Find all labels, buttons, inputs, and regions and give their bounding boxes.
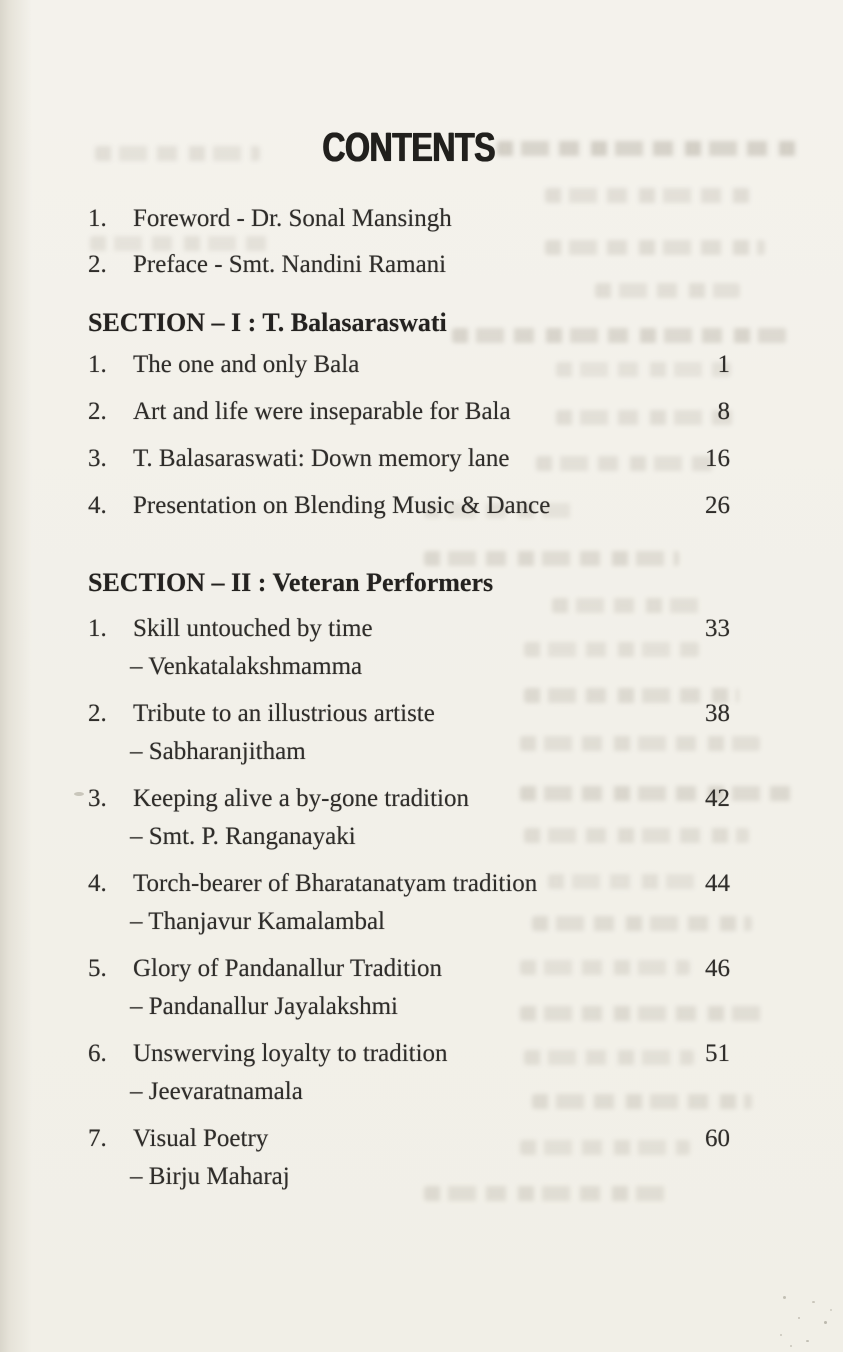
entry-subtitle: – Jeevaratnamala	[130, 1078, 303, 1105]
entry-number: 1.	[88, 205, 107, 232]
toc-entry	[88, 1120, 730, 1196]
entry-title: Tribute to an illustrious artiste	[133, 700, 435, 727]
section-heading: SECTION – II : Veteran Performers	[88, 568, 494, 597]
page-title	[88, 126, 730, 168]
entry-title: Unswerving loyalty to tradition	[133, 1040, 448, 1067]
entry-number: 2.	[88, 700, 107, 727]
front-matter-entry	[88, 247, 730, 283]
entry-number: 7.	[88, 1125, 107, 1152]
page-number: 1	[717, 351, 730, 378]
toc-entry	[88, 482, 730, 529]
page-number: 51	[705, 1040, 730, 1067]
page-number: 42	[705, 785, 730, 812]
section-heading: SECTION – I : T. Balasaraswati	[88, 308, 447, 337]
page-number: 46	[705, 955, 730, 982]
entry-title: Torch-bearer of Bharatanatyam tradition	[133, 870, 538, 897]
entry-number: 4.	[88, 492, 107, 519]
entry-number: 1.	[88, 351, 107, 378]
page-number: 33	[705, 615, 730, 642]
scan-speck	[783, 1296, 786, 1299]
entry-number: 4.	[88, 870, 107, 897]
entry-subtitle: – Smt. P. Ranganayaki	[130, 823, 356, 850]
page-number: 16	[705, 445, 730, 472]
entry-title: Preface - Smt. Nandini Ramani	[133, 251, 447, 278]
toc-entry	[88, 610, 730, 686]
section-2-entries	[88, 610, 730, 1196]
scan-speck	[74, 792, 84, 796]
section-1-entries	[88, 341, 730, 529]
entry-title: Glory of Pandanallur Tradition	[133, 955, 443, 982]
scan-speck	[780, 1334, 782, 1336]
page-number: 38	[705, 700, 730, 727]
scan-speck	[798, 1317, 800, 1319]
entry-title: Foreword - Dr. Sonal Mansingh	[133, 205, 452, 232]
page-number: 44	[705, 870, 730, 897]
entry-number: 5.	[88, 955, 107, 982]
scan-speck	[824, 1321, 827, 1324]
entry-number: 3.	[88, 785, 107, 812]
entry-title: Keeping alive a by-gone tradition	[133, 785, 469, 812]
scan-speck	[812, 1301, 815, 1303]
toc-content	[88, 0, 730, 1196]
toc-entry	[88, 341, 730, 388]
toc-entry	[88, 950, 730, 1026]
entry-title: The one and only Bala	[133, 351, 360, 378]
entry-number: 6.	[88, 1040, 107, 1067]
entry-title: Presentation on Blending Music & Dance	[133, 492, 551, 519]
scan-speck	[806, 1340, 809, 1342]
scan-speck	[830, 1309, 832, 1311]
entry-title: Skill untouched by time	[133, 615, 373, 642]
scan-speck	[790, 1345, 792, 1347]
entry-title: Art and life were inseparable for Bala	[133, 398, 511, 425]
page-title-text: CONTENTS	[322, 124, 496, 170]
toc-entry	[88, 435, 730, 482]
entry-subtitle: – Birju Maharaj	[130, 1163, 290, 1190]
entry-title: Visual Poetry	[133, 1125, 269, 1152]
entry-subtitle: – Pandanallur Jayalakshmi	[130, 993, 398, 1020]
entry-number: 2.	[88, 398, 107, 425]
toc-entry	[88, 388, 730, 435]
page-number: 8	[717, 398, 730, 425]
front-matter-entry	[88, 201, 730, 237]
entry-subtitle: – Thanjavur Kamalambal	[130, 908, 386, 935]
toc-entry	[88, 780, 730, 856]
entry-number: 3.	[88, 445, 107, 472]
entry-subtitle: – Venkatalakshmamma	[130, 653, 363, 680]
page-number: 26	[705, 492, 730, 519]
entry-title: T. Balasaraswati: Down memory lane	[133, 445, 510, 472]
page-number: 60	[705, 1125, 730, 1152]
entry-number: 1.	[88, 615, 107, 642]
toc-entry	[88, 865, 730, 941]
entry-number: 2.	[88, 251, 107, 278]
toc-entry	[88, 695, 730, 771]
toc-entry	[88, 1035, 730, 1111]
entry-subtitle: – Sabharanjitham	[130, 738, 306, 765]
